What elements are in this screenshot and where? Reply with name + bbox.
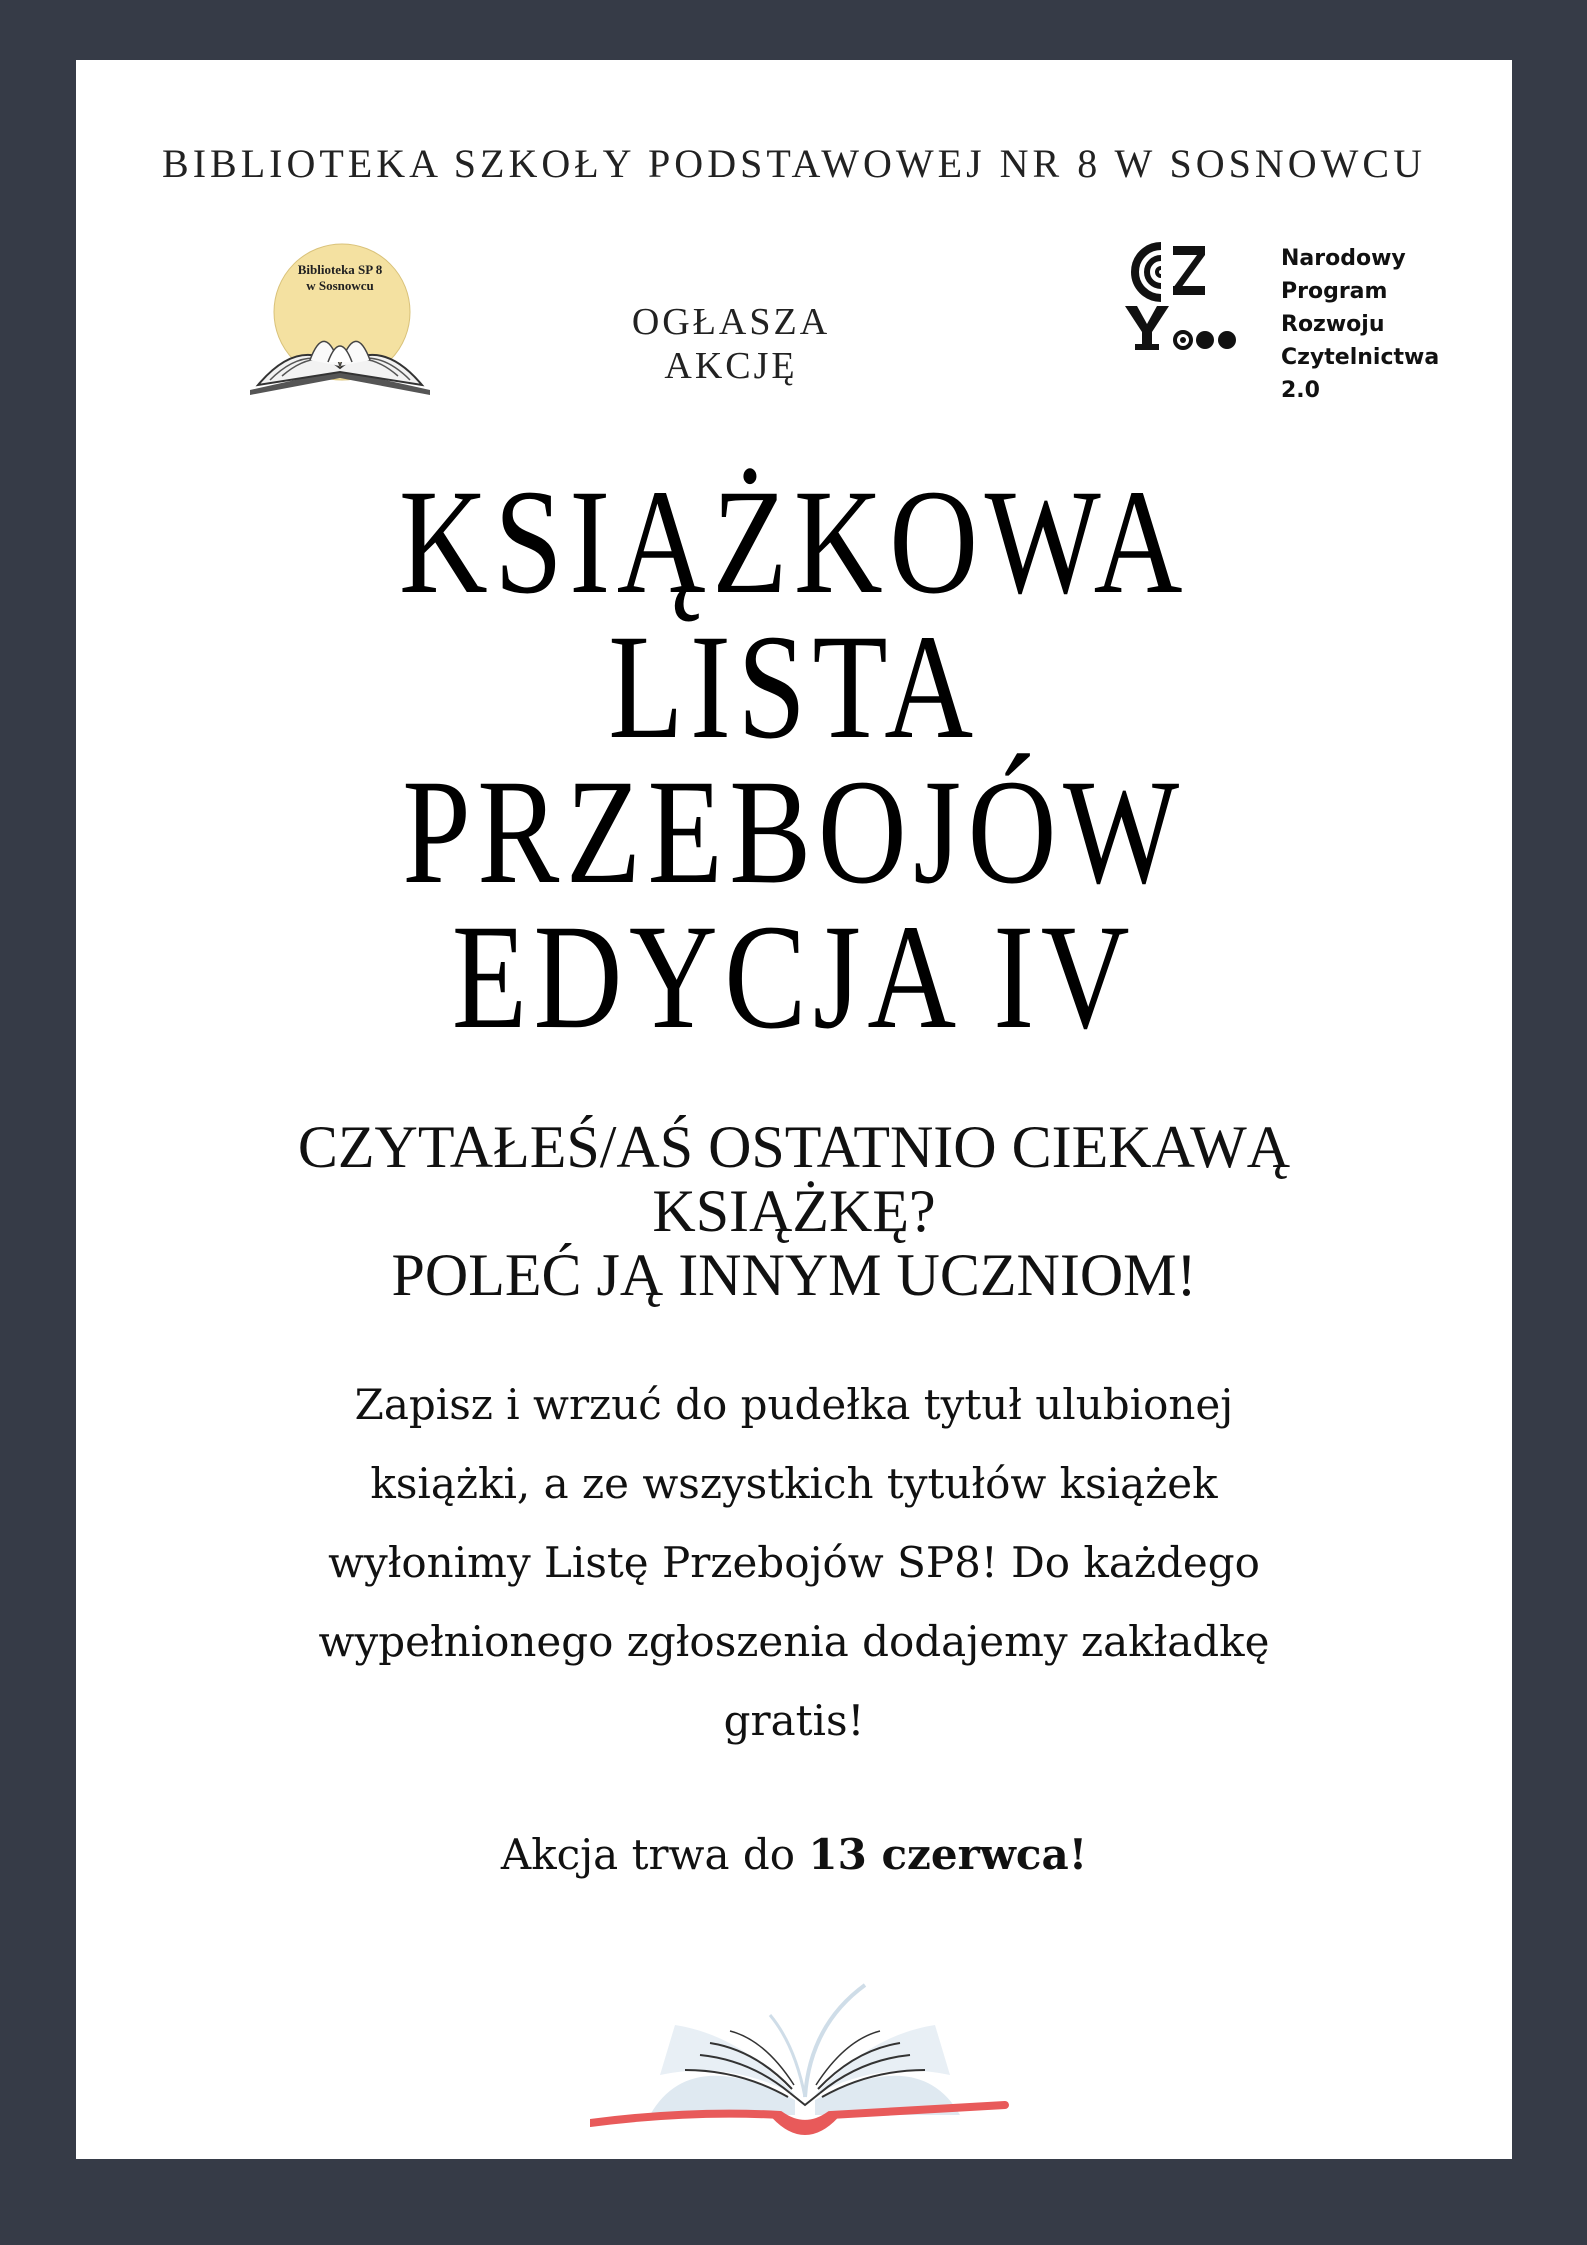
nprc-line-5: 2.0 <box>1281 378 1320 403</box>
library-logo-caption <box>230 262 450 294</box>
deadline-date: 13 czerwca! <box>808 1830 1088 1879</box>
nprc-line-2: Program <box>1281 279 1388 304</box>
question-block <box>76 1115 1512 1307</box>
instructions-text <box>246 1365 1342 1760</box>
nprc-line-4: Czytelnictwa <box>1281 345 1440 370</box>
nprc-line-3: Rozwoju <box>1281 312 1385 337</box>
question-line-3: POLEĆ JĄ INNYM UCZNIOM! <box>391 1242 1197 1308</box>
title-line-1: KSIĄŻKOWA <box>398 459 1190 625</box>
title-line-3: PRZEBOJÓW <box>402 749 1186 915</box>
library-logo-line1: Biblioteka SP 8 <box>297 262 383 277</box>
nprc-line-1: Narodowy <box>1281 246 1406 271</box>
library-logo <box>230 240 450 400</box>
deadline-text <box>76 1830 1512 1879</box>
library-header: BIBLIOTEKA SZKOŁY PODSTAWOWEJ NR 8 W SOSNOWCU <box>162 141 1426 186</box>
instructions-line-3: wyłonimy Listę Przebojów SP8! Do każdego <box>328 1538 1260 1587</box>
instructions-line-5: gratis! <box>723 1696 865 1745</box>
open-book-illustration <box>590 1965 1020 2145</box>
campaign-title <box>205 459 1383 1060</box>
title-line-2: LISTA <box>608 604 980 770</box>
open-book-icon <box>590 1965 1020 2145</box>
question-line-1: CZYTAŁEŚ/AŚ OSTATNIO CIEKAWĄ <box>297 1114 1291 1180</box>
instructions-line-1: Zapisz i wrzuć do pudełka tytuł ulubionej <box>354 1380 1234 1429</box>
poster-page <box>76 60 1512 2159</box>
instructions-line-4: wypełnionego zgłoszenia dodajemy zakładkę <box>318 1617 1270 1666</box>
question-line-2: KSIĄŻKĘ? <box>652 1178 936 1244</box>
title-line-4: EDYCJA IV <box>451 894 1137 1060</box>
nprc-logo <box>1121 240 1461 420</box>
instructions-line-2: książki, a ze wszystkich tytułów książek <box>370 1459 1218 1508</box>
library-logo-line2: w Sosnowcu <box>306 278 374 293</box>
announce-text: OGŁASZA AKCJĘ <box>631 301 831 387</box>
nprc-logo-text <box>1281 242 1439 407</box>
nprc-logo-icon <box>1121 240 1271 370</box>
deadline-prefix: Akcja trwa do <box>500 1830 809 1879</box>
